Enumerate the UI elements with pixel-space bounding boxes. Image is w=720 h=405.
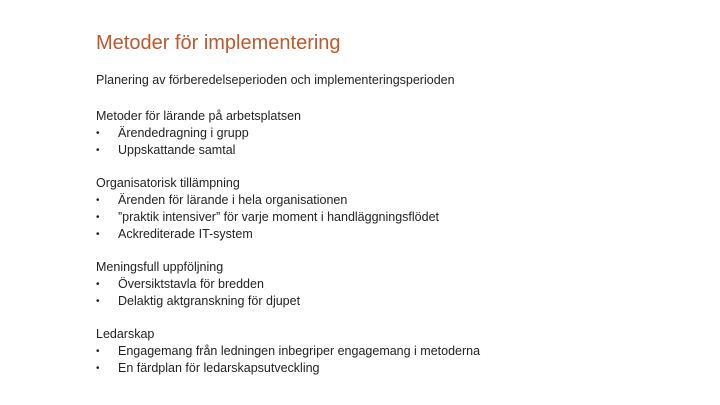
- list-item: [96, 125, 696, 142]
- list-item-text: ”praktik intensiver” för varje moment i handläggningsflödet: [118, 210, 439, 224]
- bullet-icon: •: [96, 346, 100, 357]
- list-item: [96, 209, 696, 226]
- list-item-text: Ärenden för lärande i hela organisationen: [118, 193, 348, 207]
- bullet-icon: •: [96, 229, 100, 240]
- list-item: [96, 276, 696, 293]
- bullet-list: [96, 343, 696, 377]
- bullet-icon: •: [96, 363, 100, 374]
- section-leadership: [96, 326, 696, 377]
- list-item-text: Delaktig aktgranskning för djupet: [118, 294, 301, 308]
- list-item-text: Ärendedragning i grupp: [118, 126, 249, 140]
- list-item: [96, 192, 696, 209]
- list-item-text: Översiktstavla för bredden: [118, 277, 264, 291]
- list-item: [96, 142, 696, 159]
- slide-subtitle: Planering av förberedelseperioden och implementeringsperioden: [96, 73, 455, 87]
- section-workplace-learning: [96, 108, 696, 159]
- bullet-icon: •: [96, 195, 100, 206]
- list-item: [96, 293, 696, 310]
- bullet-list: [96, 125, 696, 159]
- list-item-text: Engagemang från ledningen inbegriper engagemang i metoderna: [118, 344, 481, 358]
- list-item: [96, 226, 696, 243]
- bullet-icon: •: [96, 128, 100, 139]
- section-heading: Metoder för lärande på arbetsplatsen: [96, 109, 301, 123]
- list-item-text: Ackrediterade IT-system: [118, 227, 253, 241]
- list-item-text: Uppskattande samtal: [118, 143, 236, 157]
- list-item-text: En färdplan för ledarskapsutveckling: [118, 361, 320, 375]
- list-item: [96, 343, 696, 360]
- list-item: [96, 360, 696, 377]
- bullet-icon: •: [96, 279, 100, 290]
- slide-title: Metoder för implementering: [96, 32, 341, 54]
- section-heading: Ledarskap: [96, 327, 155, 341]
- bullet-icon: •: [96, 145, 100, 156]
- bullet-list: [96, 276, 696, 310]
- bullet-icon: •: [96, 212, 100, 223]
- section-organisational-application: [96, 175, 696, 243]
- bullet-icon: •: [96, 296, 100, 307]
- bullet-list: [96, 192, 696, 243]
- content-body: [96, 108, 696, 393]
- section-heading: Organisatorisk tillämpning: [96, 176, 240, 190]
- section-meaningful-followup: [96, 259, 696, 310]
- section-heading: Meningsfull uppföljning: [96, 260, 224, 274]
